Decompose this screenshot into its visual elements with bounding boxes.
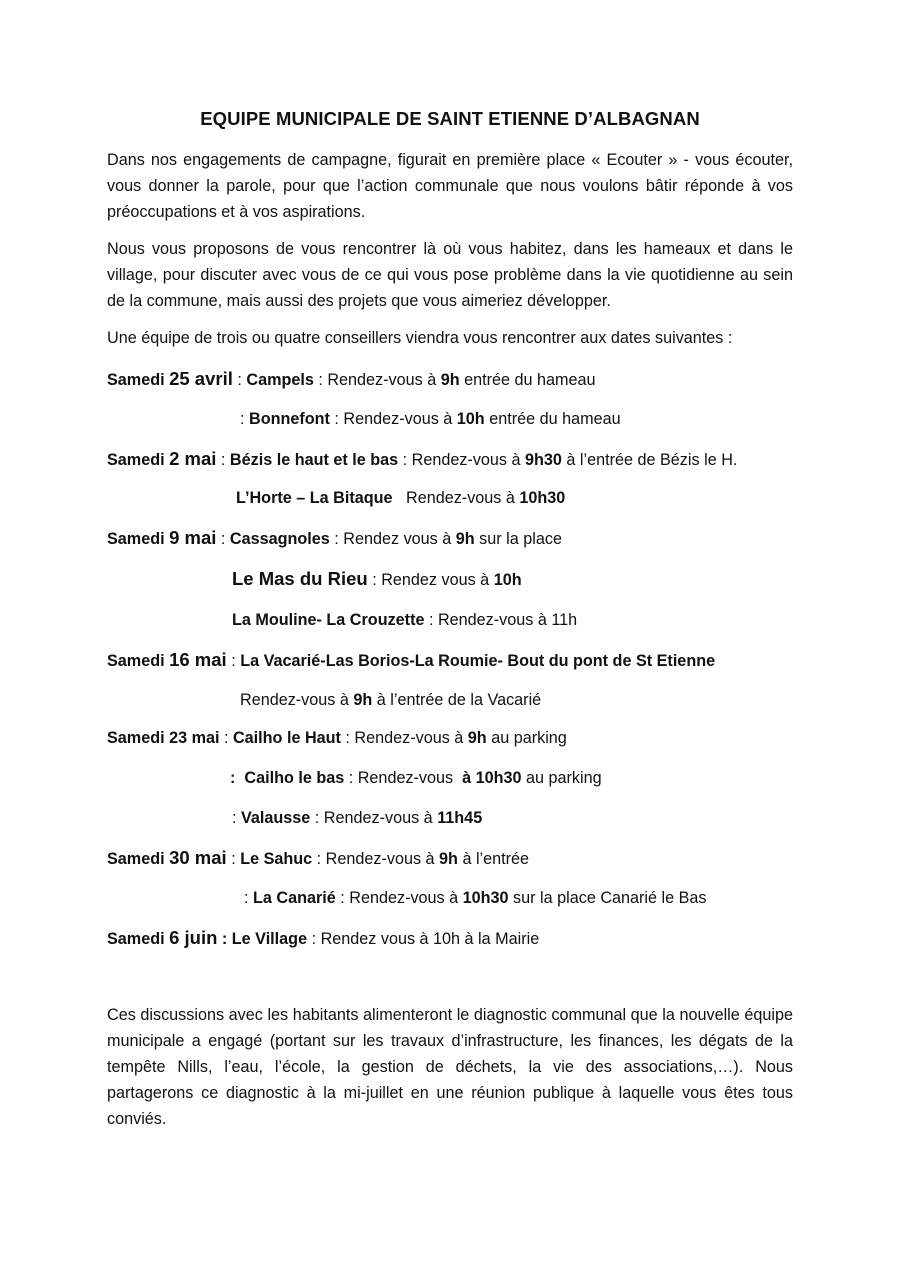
schedule-line: La Mouline- La Crouzette : Rendez-vous à 11h: [232, 611, 578, 629]
schedule-line: Samedi 30 mai : Le Sahuc : Rendez-vous à 9h à l’entrée: [107, 847, 530, 868]
schedule-line: : Cailho le bas : Rendez-vous à 10h30 au parking: [230, 769, 602, 787]
conclusion-paragraph: Ces discussions avec les habitants alimenteront le diagnostic communal que la nouvelle équipe municipale a engagé (portant sur les travaux d’infrastructure, les finances, les dégats de la tempête Nills, l’eau, l’école, la gestion de déchets, la vie des associations,…). Nous partagerons ce diagnostic à la mi-juillet en une réunion publique à laquelle vous êtes tous conviés.: [107, 1006, 793, 1128]
schedule-line: Le Mas du Rieu : Rendez vous à 10h: [232, 568, 522, 589]
schedule-line: : Valausse : Rendez-vous à 11h45: [232, 809, 483, 827]
page-title: EQUIPE MUNICIPALE DE SAINT ETIENNE D’ALBAGNAN: [200, 108, 700, 129]
schedule-line: L’Horte – La Bitaque Rendez-vous à 10h30: [236, 489, 566, 507]
schedule-line: : Bonnefont : Rendez-vous à 10h entrée du hameau: [240, 410, 621, 428]
schedule-line: Samedi 25 avril : Campels : Rendez-vous à 9h entrée du hameau: [107, 368, 596, 389]
schedule-line: Samedi 2 mai : Bézis le haut et le bas : Rendez-vous à 9h30 à l’entrée de Bézis le H.: [107, 448, 738, 469]
schedule-line: Samedi 23 mai : Cailho le Haut : Rendez-vous à 9h au parking: [107, 729, 567, 747]
schedule-line: : La Canarié : Rendez-vous à 10h30 sur la place Canarié le Bas: [244, 889, 707, 907]
schedule-line: Samedi 6 juin : Le Village : Rendez vous à 10h à la Mairie: [107, 927, 540, 948]
schedule-line: Samedi 16 mai : La Vacarié-Las Borios-La Roumie- Bout du pont de St Etienne: [107, 649, 716, 670]
intro-paragraph-2: Nous vous proposons de vous rencontrer là où vous habitez, dans les hameaux et dans le village, pour discuter avec vous de ce qui vous pose problème dans la vie quotidienne au sein de la commune, mais aussi des projets que vous aimeriez développer.: [107, 240, 793, 310]
intro-paragraph-1: Dans nos engagements de campagne, figurait en première place « Ecouter » - vous écouter, vous donner la parole, pour que l’action communale que nous voulons bâtir réponde à vos préoccupations et à vos aspirations.: [107, 151, 793, 221]
schedule-line: Samedi 9 mai : Cassagnoles : Rendez vous à 9h sur la place: [107, 527, 562, 548]
intro-paragraph-3: Une équipe de trois ou quatre conseillers viendra vous rencontrer aux dates suivantes :: [107, 329, 733, 347]
schedule-line: Rendez-vous à 9h à l’entrée de la Vacarié: [240, 691, 542, 709]
